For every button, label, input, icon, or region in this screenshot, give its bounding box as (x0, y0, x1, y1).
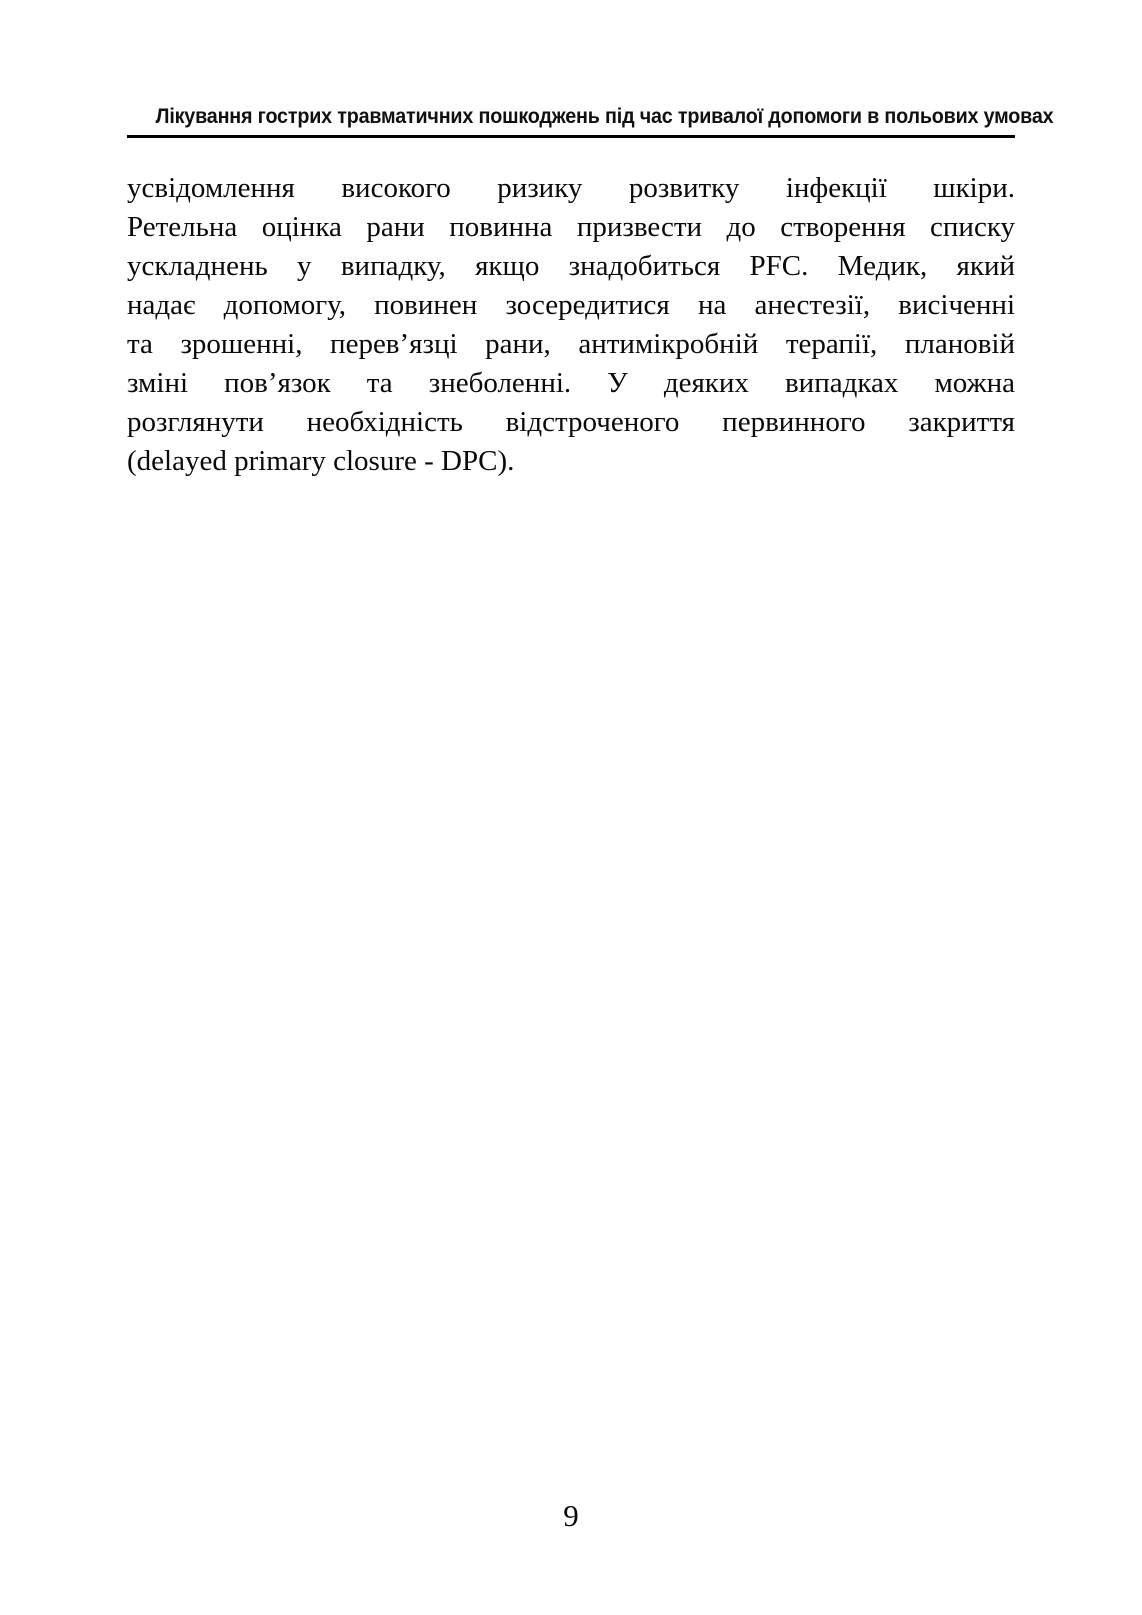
body-line-6: зміні пов’язок та знеболенні. У деяких випадках можна (127, 367, 1015, 399)
body-line-2: Ретельна оцінка рани повинна призвести до створення списку (127, 211, 1015, 243)
body-paragraph (127, 169, 1015, 481)
body-line-8: (delayed primary closure - DPC). (127, 445, 515, 477)
body-line-5: та зрошенні, перев’язці рани, антимікробній терапії, плановій (127, 328, 1015, 360)
body-line-7: розглянути необхідність відстроченого первинного закриття (127, 406, 1015, 438)
body-line-3: ускладнень у випадку, якщо знадобиться PFC. Медик, який (127, 250, 1015, 282)
running-header-title: Лікування гострих травматичних пошкоджень під час тривалої допомоги в польових умовах (155, 105, 1054, 128)
page-number: 9 (563, 1498, 579, 1533)
running-header (127, 103, 1054, 138)
body-line-4: надає допомогу, повинен зосередитися на анестезії, висіченні (127, 289, 1015, 321)
body-line-1: усвідомлення високого ризику розвитку інфекції шкіри. (127, 172, 1015, 204)
